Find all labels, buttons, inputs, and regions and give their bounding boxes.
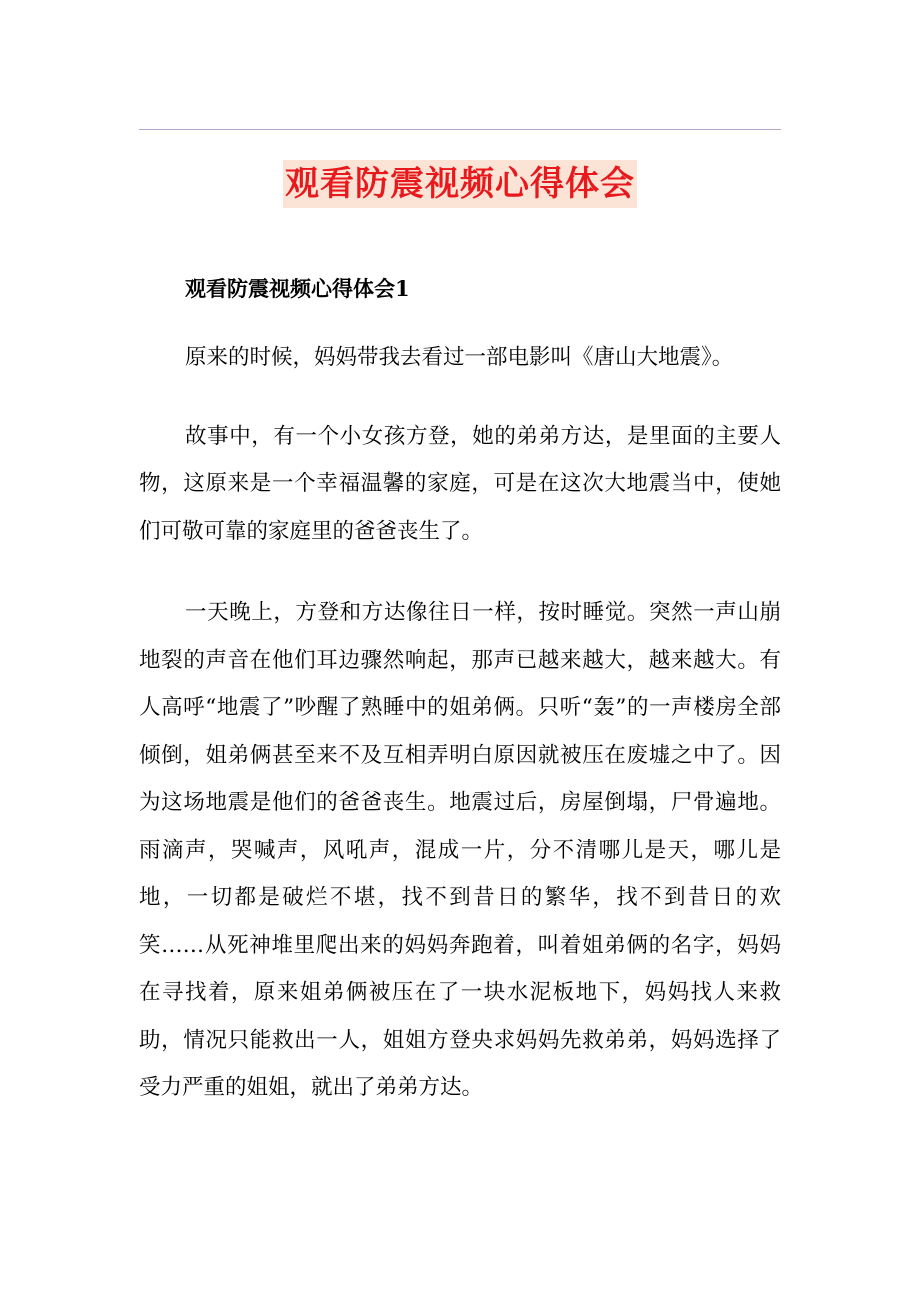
title-container <box>0 160 920 208</box>
document-title: 观看防震视频心得体会 <box>283 160 637 208</box>
paragraph-3: 一天晚上，方登和方达像往日一样，按时睡觉。突然一声山崩地裂的声音在他们耳边骤然响起，那声已越来越大，越来越大。有人高呼“地震了”吵醒了熟睡中的姐弟俩。只听“轰”的一声楼房全部倾倒，姐弟俩甚至来不及互相弄明白原因就被压在废墟之中了。因为这场地震是他们的爸爸丧生。地震过后，房屋倒塌，尸骨遍地。雨滴声，哭喊声，风吼声，混成一片，分不清哪儿是天，哪儿是地，一切都是破烂不堪，找不到昔日的繁华，找不到昔日的欢笑……从死神堆里爬出来的妈妈奔跑着，叫着姐弟俩的名字，妈妈在寻找着，原来姐弟俩被压在了一块水泥板地下，妈妈找人来救助，情况只能救出一人，姐姐方登央求妈妈先救弟弟，妈妈选择了受力严重的姐姐，就出了弟弟方达。 <box>139 600 781 1100</box>
document-body <box>139 270 781 1112</box>
header-divider <box>139 129 781 130</box>
section-heading: 观看防震视频心得体会1 <box>185 276 410 301</box>
paragraph-1: 原来的时候，妈妈带我去看过一部电影叫《唐山大地震》。 <box>185 345 734 370</box>
paragraph-2: 故事中，有一个小女孩方登，她的弟弟方达，是里面的主要人物，这原来是一个幸福温馨的家庭，可是在这次大地震当中，使她们可敬可靠的家庭里的爸爸丧生了。 <box>139 423 781 544</box>
